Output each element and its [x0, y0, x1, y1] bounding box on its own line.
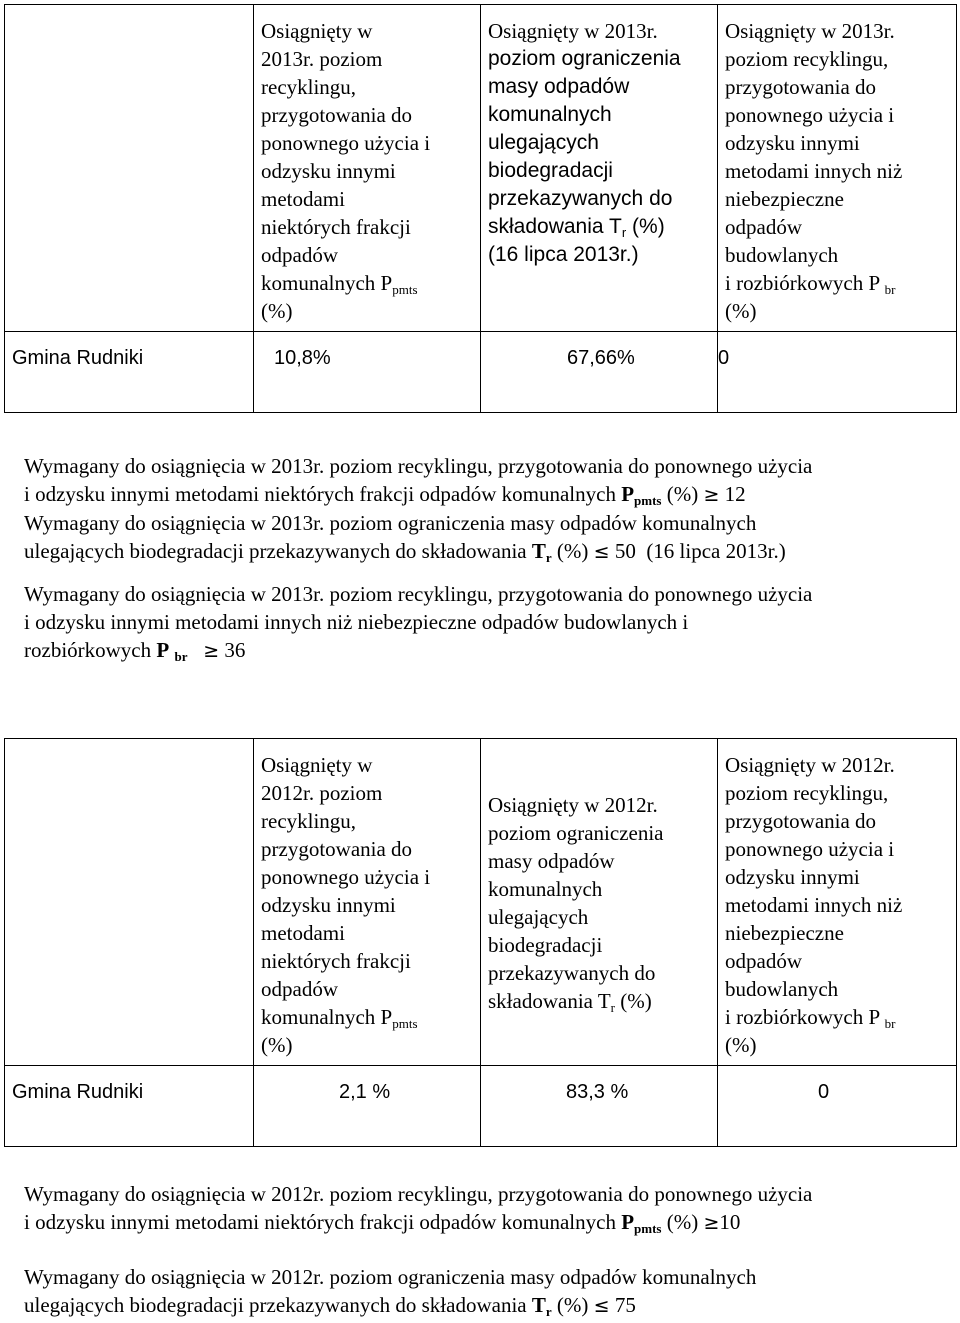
value-recycling: 10,8% [254, 332, 481, 413]
header-line: przygotowania do [261, 103, 413, 127]
header-line: poziom recyklingu, [725, 47, 889, 71]
header-line: Osiągnięty w 2012r. [488, 793, 658, 817]
subscript: br [884, 1016, 896, 1031]
header-line: (16 lipca 2013r.) [488, 243, 639, 266]
header-line: biodegradacji [488, 933, 603, 957]
symbol: P [621, 482, 635, 506]
header-line: metodami [261, 187, 345, 211]
geq-sign: ≥ [703, 1212, 720, 1234]
header-line: Osiągnięty w 2012r. [725, 753, 895, 777]
header-line: budowlanych [725, 243, 839, 267]
header-line: odzysku innymi [725, 865, 860, 889]
header-line: metodami innych niż [725, 159, 903, 183]
geq-sign: ≥ [203, 640, 220, 662]
leq-sign: ≤ [593, 1295, 610, 1317]
unit: (%) [666, 1210, 699, 1234]
symbol: T [531, 1293, 546, 1317]
header-line: odzysku innymi [725, 131, 860, 155]
header-line: komunalnych P [261, 271, 393, 295]
header-line: odpadów [725, 215, 802, 239]
symbol: P [156, 638, 170, 662]
header-line: biodegradacji [488, 159, 613, 182]
requirement-line: ulegających biodegradacji przekazywanych do składowania [24, 1293, 527, 1317]
row-label: Gmina Rudniki [5, 1066, 254, 1147]
header-line: Osiągnięty w [261, 19, 373, 43]
subscript: pmts [392, 1016, 418, 1031]
header-line: (%) [632, 215, 665, 238]
header-line: metodami [261, 921, 345, 945]
header-line: budowlanych [725, 977, 839, 1001]
header-line: odpadów [261, 243, 338, 267]
header-line: komunalnych [488, 877, 603, 901]
symbol: P [621, 1210, 635, 1234]
header-line: komunalnych P [261, 1005, 393, 1029]
date-note: (16 lipca 2013r.) [646, 539, 786, 563]
subscript: pmts [634, 493, 662, 508]
header-line: Osiągnięty w [261, 753, 373, 777]
value-biodegradable: 83,3 % [481, 1066, 718, 1147]
header-line: poziom ograniczenia [488, 47, 681, 70]
requirement-line: Wymagany do osiągnięcia w 2012r. poziom recyklingu, przygotowania do ponownego użycia [24, 1182, 813, 1206]
header-line: (%) [261, 299, 293, 323]
header-biodegradable-limit [481, 5, 718, 332]
header-recycling-municipal [254, 739, 481, 1066]
header-empty-cell [5, 739, 254, 1066]
header-line: przekazywanych do [488, 187, 673, 210]
header-line: niektórych frakcji [261, 215, 411, 239]
header-line: przygotowania do [725, 809, 877, 833]
header-line: metodami innych niż [725, 893, 903, 917]
header-line: odpadów [725, 949, 802, 973]
subscript: pmts [392, 282, 418, 297]
header-line: masy odpadów [488, 849, 615, 873]
header-line: (%) [261, 1033, 293, 1057]
requirement-line: ulegających biodegradacji przekazywanych do składowania [24, 539, 527, 563]
required-value: 12 [724, 482, 746, 506]
requirement-line: Wymagany do osiągnięcia w 2013r. poziom recyklingu, przygotowania do ponownego użycia [24, 582, 813, 606]
requirements-2012 [24, 1180, 960, 1320]
header-line: (%) [620, 989, 652, 1013]
geq-sign: ≥ [703, 484, 720, 506]
requirement-line: Wymagany do osiągnięcia w 2012r. poziom ograniczenia masy odpadów komunalnych [24, 1265, 757, 1289]
requirement-line: Wymagany do osiągnięcia w 2013r. poziom recyklingu, przygotowania do ponownego użycia [24, 454, 813, 478]
header-line: odpadów [261, 977, 338, 1001]
row-label: Gmina Rudniki [5, 332, 254, 413]
header-line: przygotowania do [725, 75, 877, 99]
unit: (%) [556, 539, 589, 563]
header-line: przygotowania do [261, 837, 413, 861]
header-line: składowania T [488, 989, 611, 1013]
header-line: (%) [725, 299, 757, 323]
subscript: r [610, 1000, 616, 1015]
table-header-row [5, 739, 957, 1066]
header-line: niebezpieczne [725, 921, 844, 945]
header-line: ponownego użycia i [725, 837, 895, 861]
header-line: niebezpieczne [725, 187, 844, 211]
subscript: pmts [634, 1221, 662, 1236]
header-line: ponownego użycia i [261, 865, 431, 889]
table-row [5, 332, 957, 413]
requirement-line: i odzysku innymi metodami innych niż niebezpieczne odpadów budowlanych i [24, 610, 689, 634]
unit: (%) [666, 482, 699, 506]
requirement-line: i odzysku innymi metodami niektórych frakcji odpadów komunalnych [24, 1210, 616, 1234]
header-line: ponownego użycia i [261, 131, 431, 155]
value-construction: 0 [718, 332, 957, 413]
header-line: 2012r. poziom [261, 781, 383, 805]
subscript: r [545, 1304, 552, 1319]
leq-sign: ≤ [593, 541, 610, 563]
header-line: (%) [725, 1033, 757, 1057]
header-line: komunalnych [488, 103, 612, 126]
header-line: niektórych frakcji [261, 949, 411, 973]
header-line: ulegających [488, 905, 589, 929]
value-recycling: 2,1 % [254, 1066, 481, 1147]
table-row [5, 1066, 957, 1147]
header-line: masy odpadów [488, 75, 630, 98]
required-value: 36 [224, 638, 246, 662]
header-recycling-construction [718, 5, 957, 332]
header-line: i rozbiórkowych P [725, 1005, 880, 1029]
header-recycling-municipal [254, 5, 481, 332]
value-construction: 0 [718, 1066, 957, 1147]
required-value: 50 [614, 539, 636, 563]
subscript: br [884, 282, 896, 297]
subscript: r [621, 225, 627, 240]
header-line: Osiągnięty w 2013r. [725, 19, 895, 43]
requirements-2013 [24, 452, 960, 665]
subscript: r [545, 550, 552, 565]
header-line: przekazywanych do [488, 961, 656, 985]
header-line: recyklingu, [261, 75, 357, 99]
header-line: ulegających [488, 131, 599, 154]
header-biodegradable-limit [481, 739, 718, 1066]
table-header-row [5, 5, 957, 332]
header-line: 2013r. poziom [261, 47, 383, 71]
results-table-2013 [4, 4, 957, 413]
header-empty-cell [5, 5, 254, 332]
header-line: Osiągnięty w 2013r. [488, 19, 658, 43]
header-line: odzysku innymi [261, 159, 396, 183]
requirement-line: Wymagany do osiągnięcia w 2013r. poziom ograniczenia masy odpadów komunalnych [24, 511, 757, 535]
header-line: ponownego użycia i [725, 103, 895, 127]
requirement-line: i odzysku innymi metodami niektórych frakcji odpadów komunalnych [24, 482, 616, 506]
required-value: 10 [719, 1210, 741, 1234]
required-value: 75 [614, 1293, 636, 1317]
header-line: poziom recyklingu, [725, 781, 889, 805]
header-line: składowania T [488, 215, 622, 238]
header-recycling-construction [718, 739, 957, 1066]
header-line: recyklingu, [261, 809, 357, 833]
requirement-line: rozbiórkowych [24, 638, 152, 662]
unit: (%) [556, 1293, 589, 1317]
header-line: i rozbiórkowych P [725, 271, 880, 295]
value-biodegradable: 67,66% [481, 332, 718, 413]
results-table-2012 [4, 738, 957, 1147]
subscript: br [174, 649, 188, 664]
header-line: poziom ograniczenia [488, 821, 664, 845]
symbol: T [531, 539, 546, 563]
header-line: odzysku innymi [261, 893, 396, 917]
